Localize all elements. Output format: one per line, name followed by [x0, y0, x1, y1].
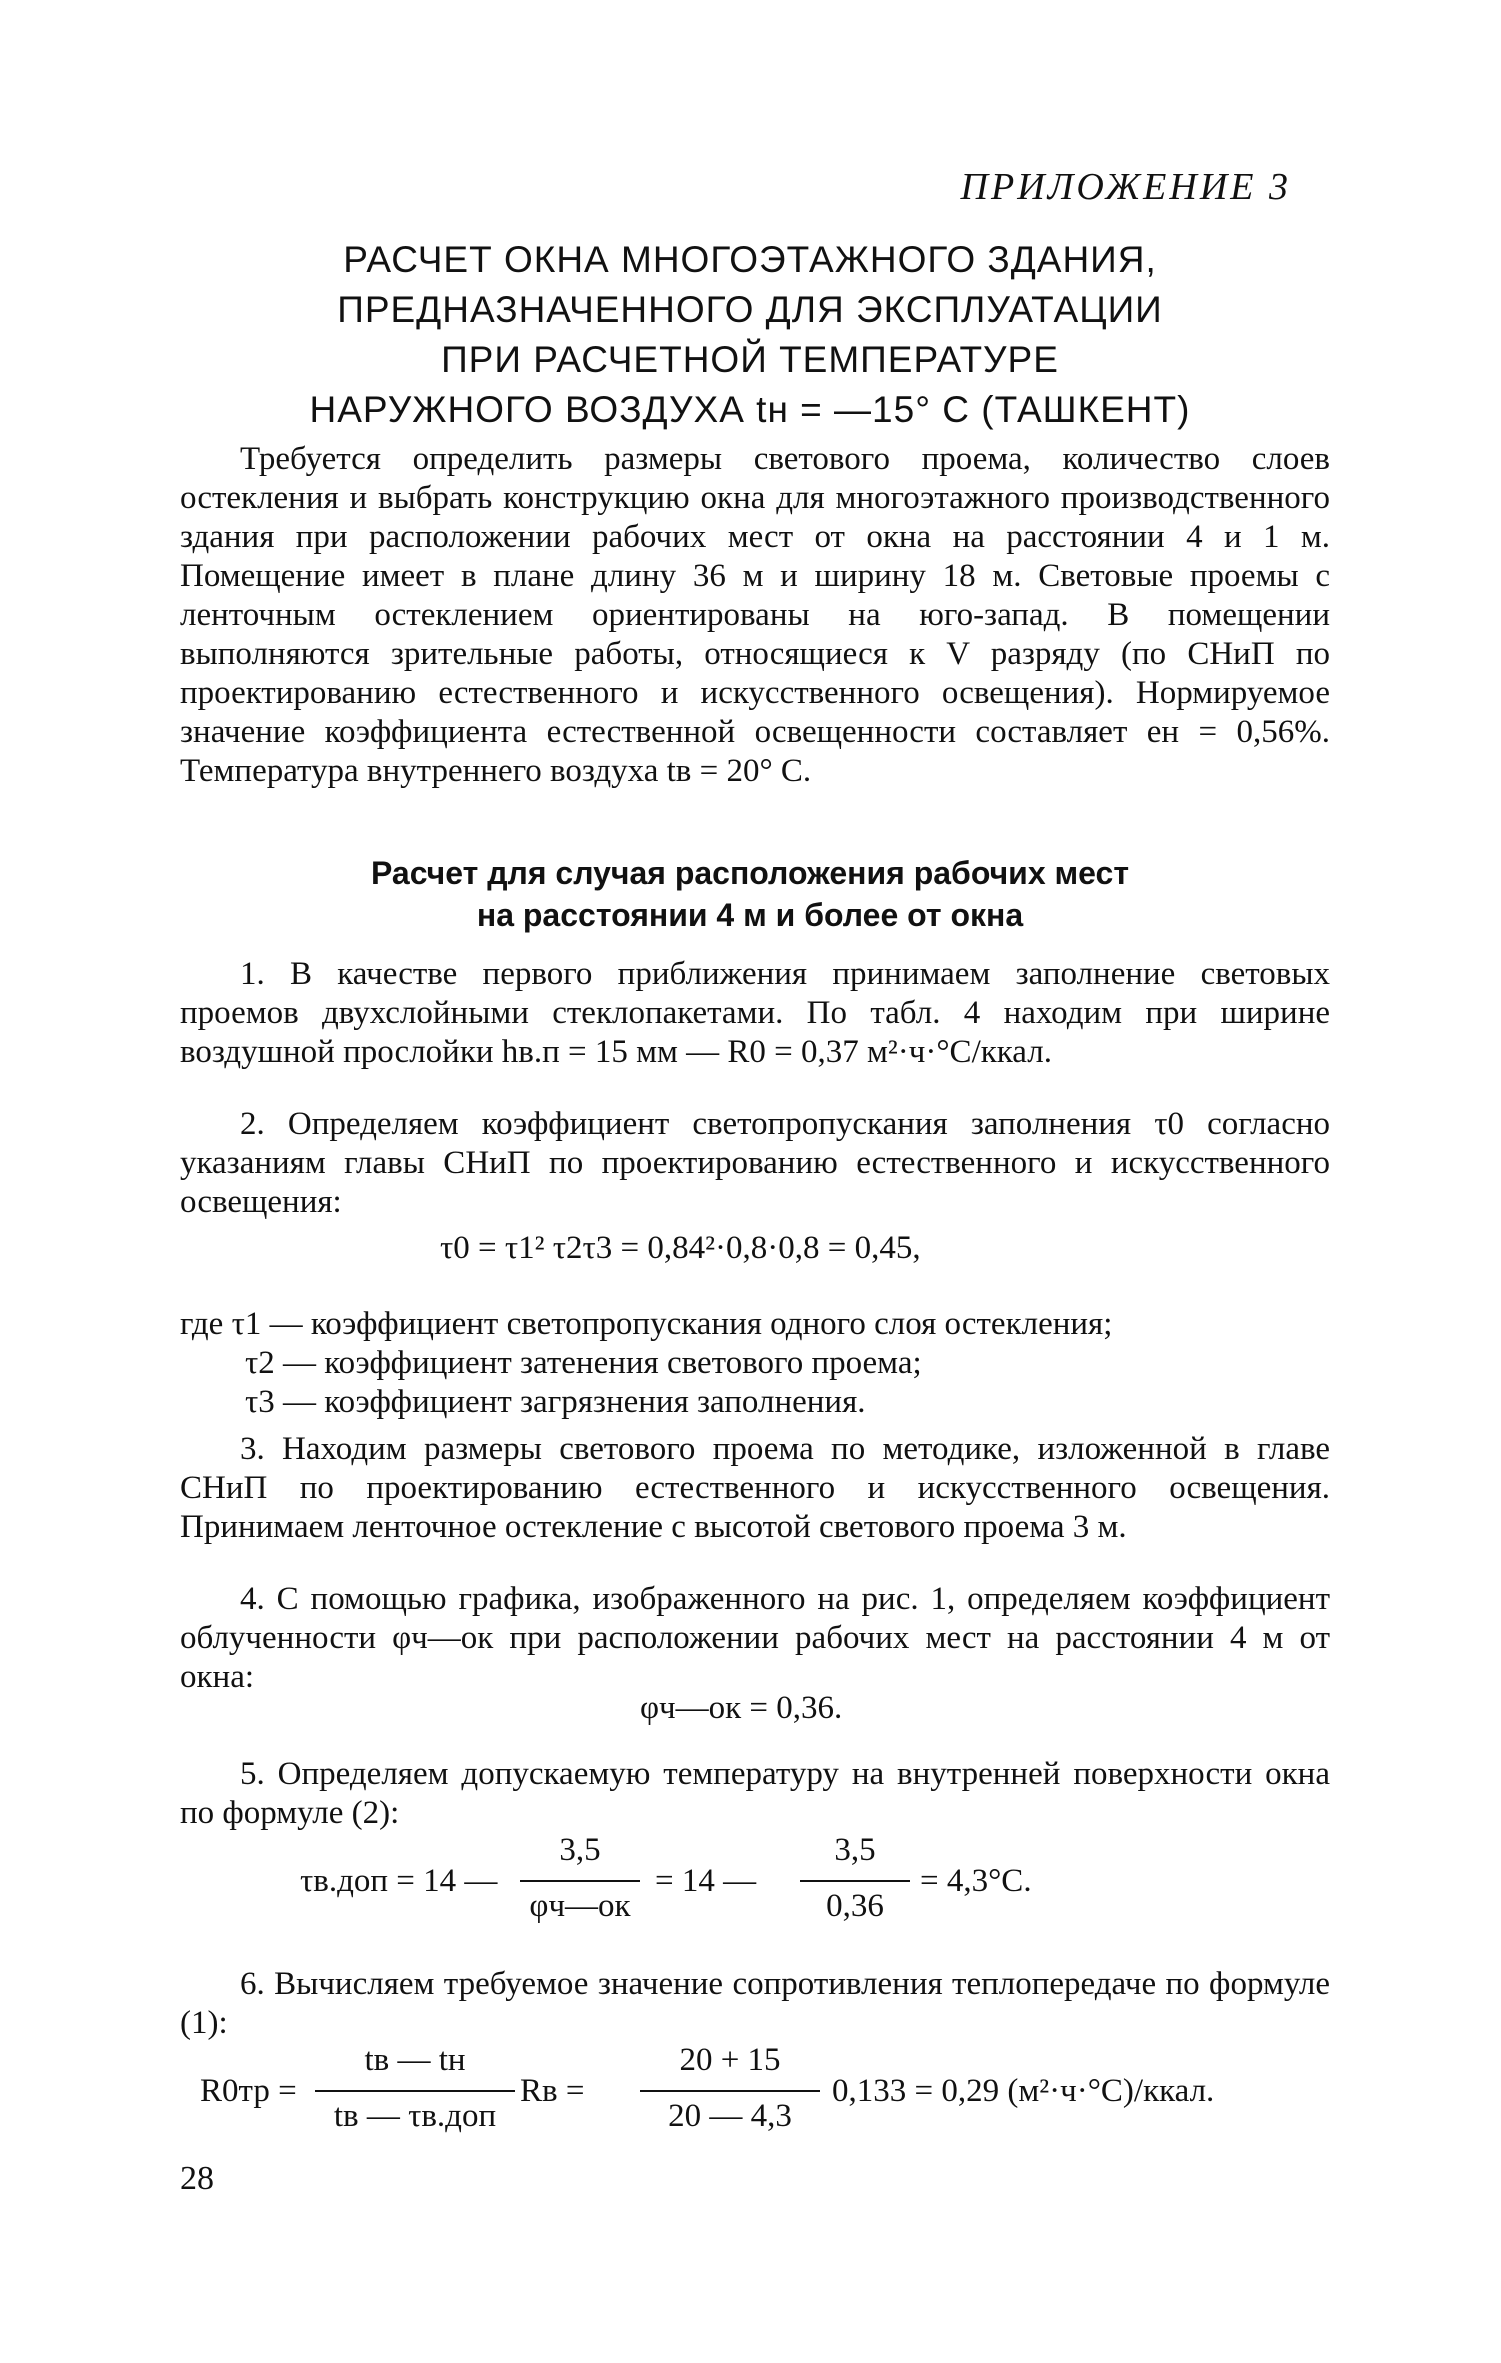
paragraph-5: 5. Определяем допускаемую температуру на внутренней поверхности окна по формуле (2):	[180, 1756, 1330, 1831]
formula-phi: φч—ок = 0,36.	[640, 1690, 843, 1726]
title-line-4: НАРУЖНОГО ВОЗДУХА tн = —15° С (ТАШКЕНТ)	[309, 389, 1191, 430]
fraction-4-numerator: 20 + 15	[679, 2042, 781, 2078]
title-line-1: РАСЧЕТ ОКНА МНОГОЭТАЖНОГО ЗДАНИЯ,	[343, 239, 1157, 280]
formula-tau-allowed-lhs: τв.доп = 14 —	[300, 1863, 498, 1899]
fraction-1-bar	[520, 1880, 640, 1882]
section-heading	[200, 852, 1300, 936]
fraction-4-bar	[640, 2090, 820, 2092]
paragraph-3: 3. Находим размеры светового проема по методике, изложенной в главе СНиП по проектированию естественного и искусственного освещения. Принимаем ленточное остекление с высотой светового проема 3 м.	[180, 1431, 1330, 1545]
formula-resistance-rb: Rв =	[520, 2073, 585, 2109]
fraction-3-denominator: tв — τв.доп	[333, 2098, 497, 2134]
definition-tau2: τ2 — коэффициент затенения светового проема;	[245, 1345, 922, 1381]
definition-tau1: где τ1 — коэффициент светопропускания одного слоя остекления;	[180, 1306, 1113, 1342]
title-line-3: ПРИ РАСЧЕТНОЙ ТЕМПЕРАТУРЕ	[441, 339, 1059, 380]
formula-tau-allowed-mid: = 14 —	[655, 1863, 757, 1899]
fraction-3-bar	[315, 2090, 515, 2092]
section-heading-line-1: Расчет для случая расположения рабочих мест	[370, 855, 1130, 891]
page-number: 28	[180, 2160, 214, 2197]
formula-resistance-result: 0,133 = 0,29 (м²·ч·°С)/ккал.	[832, 2073, 1215, 2109]
section-heading-line-2: на расстоянии 4 м и более от окна	[476, 897, 1024, 933]
page-title	[200, 235, 1300, 435]
paragraph-2: 2. Определяем коэффициент светопропускания заполнения τ0 согласно указаниям главы СНиП по проектированию естественного и искусственного освещения:	[180, 1106, 1330, 1220]
paragraph-6: 6. Вычисляем требуемое значение сопротивления теплопередаче по формуле (1):	[180, 1966, 1330, 2041]
appendix-label: ПРИЛОЖЕНИЕ 3	[960, 166, 1291, 208]
paragraph-4: 4. С помощью графика, изображенного на рис. 1, определяем коэффициент облученности φч—ок при расположении рабочих мест на расстоянии 4 м от окна:	[180, 1581, 1330, 1695]
fraction-1-denominator: φч—ок	[529, 1888, 631, 1924]
formula-resistance-lhs: R0тр =	[200, 2073, 297, 2109]
paragraph-1: 1. В качестве первого приближения принимаем заполнение световых проемов двухслойными стеклопакетами. По табл. 4 находим при ширине воздушной прослойки hв.п = 15 мм — R0 = 0,37 м²·ч·°С/ккал.	[180, 956, 1330, 1070]
fraction-1-numerator: 3,5	[559, 1832, 601, 1868]
intro-paragraph: Требуется определить размеры светового проема, количество слоев остекления и выбрать конструкцию окна для многоэтажного производственного здания при расположении рабочих мест от окна на расстоянии 4 и 1 м. Помещение имеет в плане длину 36 м и ширину 18 м. Световые проемы с ленточным остеклением ориентированы на юго-запад. В помещении выполняются зрительные работы, относящиеся к V разряду (по СНиП по проектированию естественного и искусственного освещения). Нормируемое значение коэффициента естественной освещенности составляет eн = 0,56%. Температура внутреннего воздуха tв = 20° С.	[180, 441, 1330, 789]
definition-tau3: τ3 — коэффициент загрязнения заполнения.	[245, 1384, 866, 1420]
fraction-2-bar	[800, 1880, 910, 1882]
formula-tau: τ0 = τ1² τ2τ3 = 0,84²·0,8·0,8 = 0,45,	[440, 1230, 921, 1266]
fraction-3-numerator: tв — tн	[364, 2042, 466, 2078]
fraction-2-denominator: 0,36	[826, 1888, 884, 1924]
fraction-4-denominator: 20 — 4,3	[668, 2098, 792, 2134]
title-line-2: ПРЕДНАЗНАЧЕННОГО ДЛЯ ЭКСПЛУАТАЦИИ	[337, 289, 1163, 330]
formula-tau-allowed-result: = 4,3°С.	[920, 1863, 1032, 1899]
fraction-2-numerator: 3,5	[834, 1832, 876, 1868]
